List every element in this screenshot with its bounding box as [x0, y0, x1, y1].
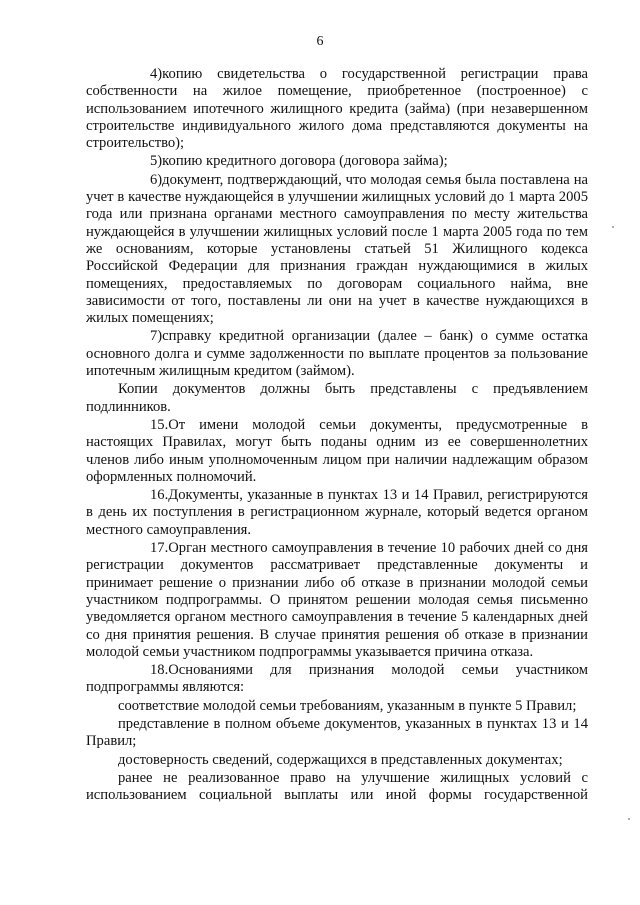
list-item-6 [86, 172, 588, 328]
clause-number: 16. [150, 487, 169, 504]
paragraph-text: копию кредитного договора (договора займа); [162, 153, 448, 170]
scan-speck [612, 226, 614, 228]
paragraph-text: От имени молодой семьи документы, предусмотренные в настоящих Правилах, могут быть поданы одним из ее совершеннолетних членов либо иным уполномоченным лицом при наличии надлежащим образом оформленных полномочий. [86, 416, 588, 485]
paragraph-text: Основаниями для признания молодой семьи участником подпрограммы являются: [86, 662, 588, 696]
list-item-5 [86, 153, 588, 170]
paragraph-text: представление в полном объеме документов, указанных в пунктах 13 и 14 Правил; [86, 715, 588, 750]
paragraph-text: достоверность сведений, содержащихся в представленных документах; [118, 751, 563, 768]
condition-item [86, 752, 588, 769]
document-body [86, 66, 588, 805]
clause-16 [86, 487, 588, 539]
item-number: 6) [150, 171, 163, 188]
item-number: 4) [150, 66, 163, 82]
paragraph-copies [86, 381, 588, 416]
condition-item [86, 716, 588, 751]
paragraph-text: Орган местного самоуправления в течение 10 рабочих дней со дня регистрации документов рассматривает представленные документы и принимает решение о признании либо об отказе в признании молодой семьи участником подпрограммы. О принятом решении молодая семья письменно уведомляется органом местного самоуправления в течение 5 календарных дней со дня принятия решения. В случае принятия решения об отказе в признании молодой семьи участником подпрограммы указывается причина отказа. [86, 540, 588, 660]
paragraph-text: Документы, указанные в пунктах 13 и 14 Правил, регистрируются в день их поступления в регистрационном журнале, который ведется органом местного самоуправления. [86, 487, 588, 538]
condition-item [86, 770, 588, 805]
clause-number: 15. [150, 416, 169, 433]
page-number: 6 [316, 34, 324, 49]
paragraph-text: документ, подтверждающий, что молодая семья была поставлена на учет в качестве нуждающейся в улучшении жилищных условий до 1 марта 2005 года или признана органами местного самоуправления по месту жительства нуждающейся в улучшении жилищных условий после 1 марта 2005 года по тем же основаниям, которые установлены статьей 51 Жилищного кодекса Российской Федерации для признания граждан нуждающимися в жилых помещениях, предоставляемых по договорам социального найма, вне зависимости от того, поставлены ли они на учет в качестве нуждающихся в жилых помещениях; [86, 171, 588, 327]
item-number: 5) [150, 153, 163, 170]
paragraph-text: Копии документов должны быть представлены с предъявлением подлинников. [86, 381, 588, 415]
paragraph-text: соответствие молодой семьи требованиям, указанным в пункте 5 Правил; [118, 697, 577, 714]
clause-number: 18. [150, 662, 169, 679]
paragraph-text: ранее не реализованное право на улучшение жилищных условий с использованием социальной выплаты или иной формы государственной [86, 769, 588, 804]
condition-item [86, 698, 588, 715]
clause-number: 17. [150, 540, 169, 557]
list-item-7 [86, 328, 588, 380]
clause-18 [86, 662, 588, 697]
clause-15 [86, 417, 588, 486]
clause-17 [86, 540, 588, 661]
list-item-4 [86, 66, 588, 152]
scan-speck [628, 818, 630, 820]
paragraph-text: копию свидетельства о государственной регистрации права собственности на жилое помещение, приобретенное (построенное) с использованием ипотечного жилищного кредита (займа) (при незавершенном строительстве индивидуального жилого дома представляются документы на строительство); [86, 66, 588, 152]
item-number: 7) [150, 328, 163, 345]
paragraph-text: справку кредитной организации (далее – банк) о сумме остатка основного долга и сумме задолженности по выплате процентов за пользование ипотечным жилищным кредитом (займом). [86, 328, 588, 380]
